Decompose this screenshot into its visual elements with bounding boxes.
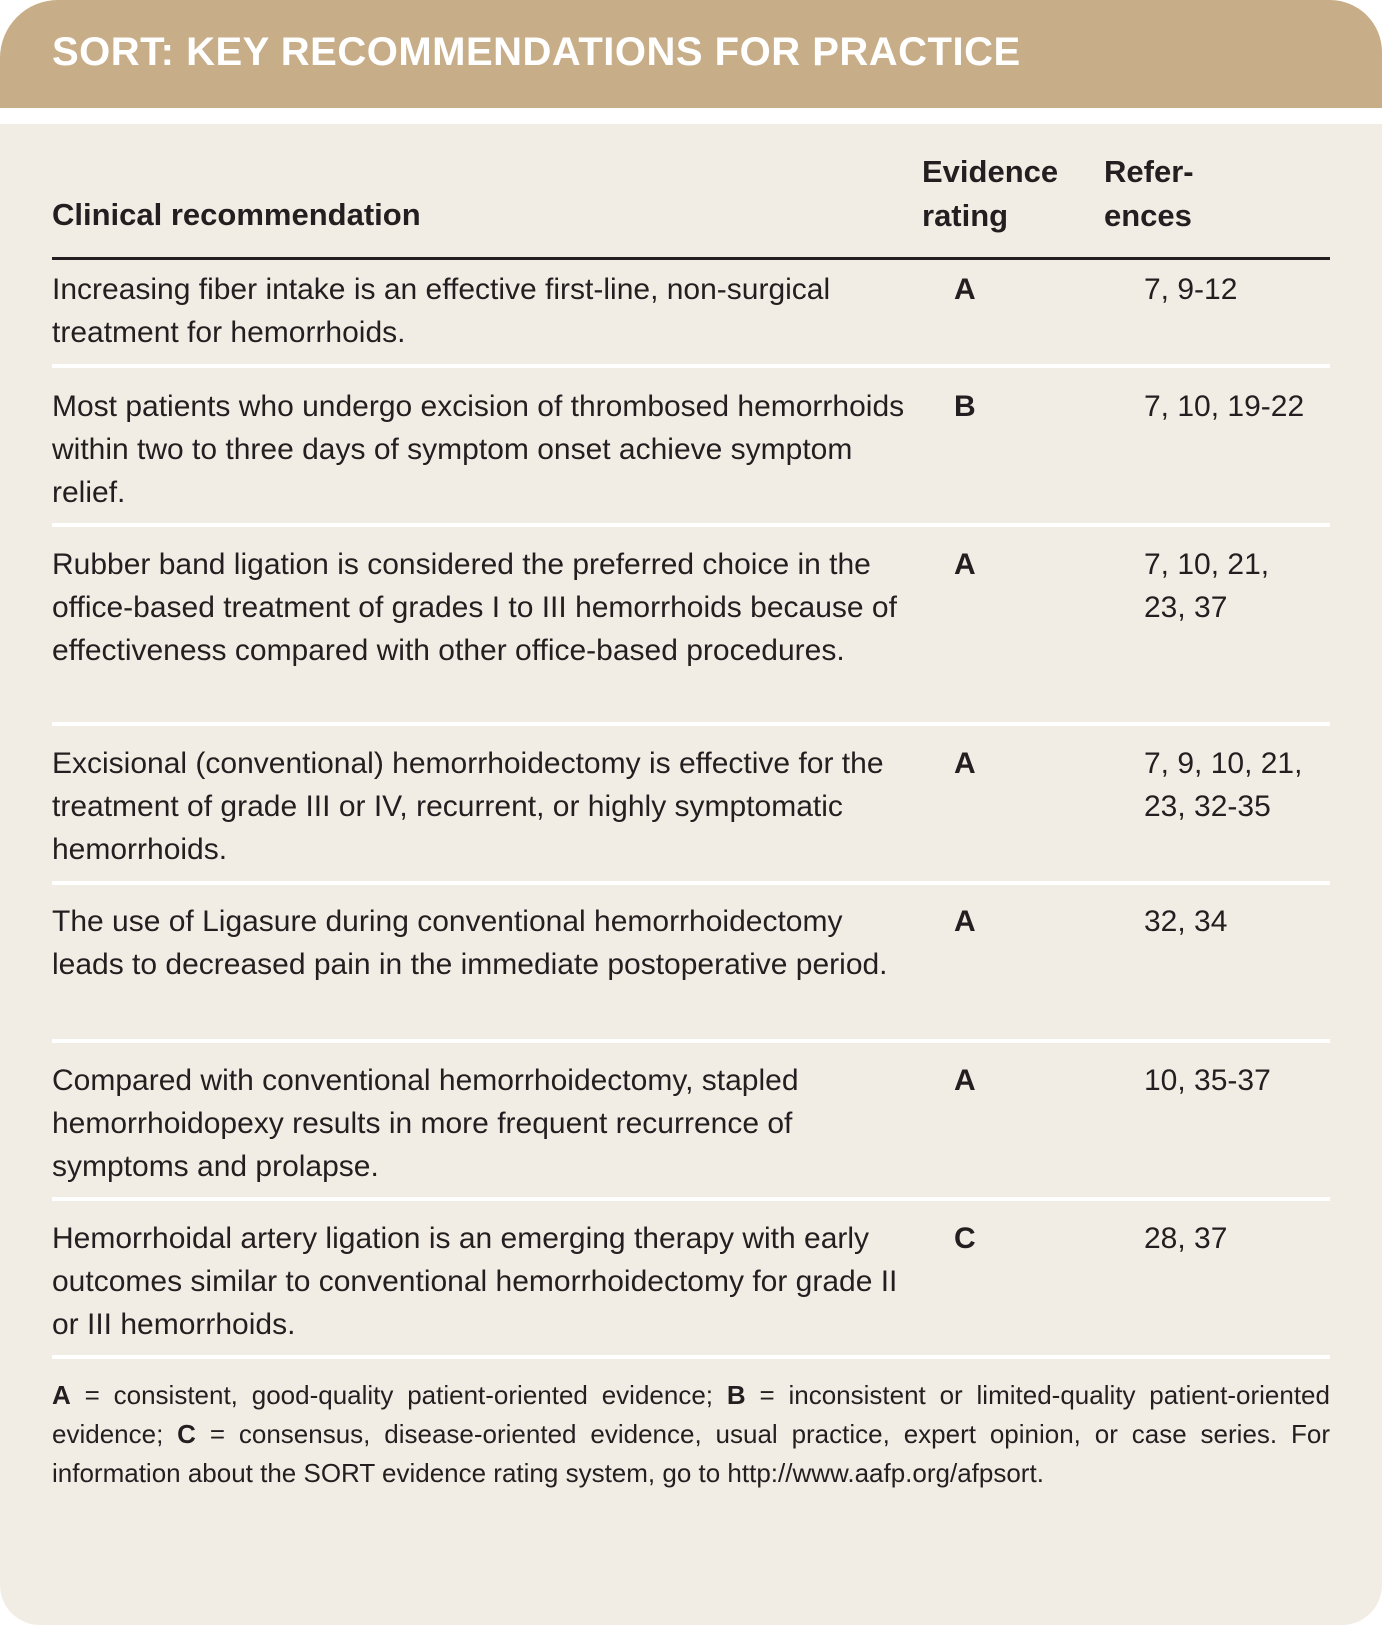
recommendation-text: Hemorrhoidal artery ligation is an emerging therapy with early outcomes similar to conventional hemorrhoidectomy for grade II or III hemorrhoids. xyxy=(52,1222,898,1341)
recommendation-text: Excisional (conventional) hemorrhoidectomy is effective for the treatment of grade III or IV, recurrent, or highly symptomatic hemorrhoids. xyxy=(52,747,884,866)
evidence-rating: A xyxy=(954,905,976,938)
recommendation-text: Most patients who undergo excision of thrombosed hemorrhoids within two to three days of symptom onset achieve symptom relief. xyxy=(52,390,905,509)
references: 28, 37 xyxy=(1144,1222,1228,1255)
page-title: SORT: KEY RECOMMENDATIONS FOR PRACTICE xyxy=(52,30,1021,74)
column-header-references-line2: ences xyxy=(1104,198,1192,233)
references: 32, 34 xyxy=(1144,905,1228,938)
references: 7, 10, 21, 23, 37 xyxy=(1144,548,1270,624)
sort-link[interactable]: http://www.aafp.org/afpsort xyxy=(727,1458,1037,1488)
row-divider xyxy=(52,881,1330,885)
row-divider xyxy=(52,1197,1330,1201)
references: 7, 10, 19-22 xyxy=(1144,390,1305,423)
row-divider xyxy=(52,364,1330,368)
column-header-references-line1: Refer- xyxy=(1104,154,1194,189)
legend-c-label: C xyxy=(177,1419,196,1449)
legend-c-text: = consensus, disease-oriented evidence, usual practice, expert opinion, or case series. For information about the SORT evidence rating system, go to xyxy=(52,1419,1330,1488)
recommendation-text: Increasing fiber intake is an effective first-line, non-surgical treatment for hemorrhoids. xyxy=(52,273,831,349)
header-rule xyxy=(52,257,1330,260)
evidence-rating: C xyxy=(954,1222,976,1255)
row-divider xyxy=(52,1039,1330,1043)
recommendation-text: The use of Ligasure during conventional hemorrhoidectomy leads to decreased pain in the immediate postoperative period. xyxy=(52,905,888,981)
references: 7, 9-12 xyxy=(1144,273,1238,306)
evidence-rating: A xyxy=(954,273,976,306)
row-divider xyxy=(52,523,1330,527)
evidence-rating: A xyxy=(954,548,976,581)
legend-b-text: = inconsistent or limited-quality patient-oriented evidence; xyxy=(52,1380,1330,1449)
column-header-rating-line1: Evidence xyxy=(922,154,1059,189)
references: 7, 9, 10, 21, 23, 32-35 xyxy=(1144,747,1303,823)
legend-b-label: B xyxy=(726,1380,746,1410)
recommendation-text: Rubber band ligation is considered the preferred choice in the office-based treatment of grades I to III hemorrhoids because of effectiveness compared with other office-based procedures. xyxy=(52,548,897,667)
recommendation-text: Compared with conventional hemorrhoidectomy, stapled hemorrhoidopexy results in more frequent recurrence of symptoms and prolapse. xyxy=(52,1064,799,1183)
header-bar xyxy=(0,0,1382,108)
references: 10, 35-37 xyxy=(1144,1064,1271,1097)
evidence-rating: A xyxy=(954,1064,976,1097)
footnote xyxy=(52,1376,1330,1493)
footnote-end: . xyxy=(1036,1458,1044,1488)
evidence-rating: A xyxy=(954,747,976,780)
row-divider xyxy=(52,722,1330,726)
column-header-references xyxy=(1104,150,1194,238)
column-header-rating-line2: rating xyxy=(922,198,1009,233)
row-divider xyxy=(52,1355,1330,1359)
legend-a-label: A xyxy=(52,1380,71,1410)
column-header-rating xyxy=(922,150,1058,238)
column-header-recommendation: Clinical recommendation xyxy=(52,197,421,232)
legend-a-text: = consistent, good-quality patient-oriented evidence; xyxy=(70,1380,727,1410)
evidence-rating: B xyxy=(954,390,976,423)
